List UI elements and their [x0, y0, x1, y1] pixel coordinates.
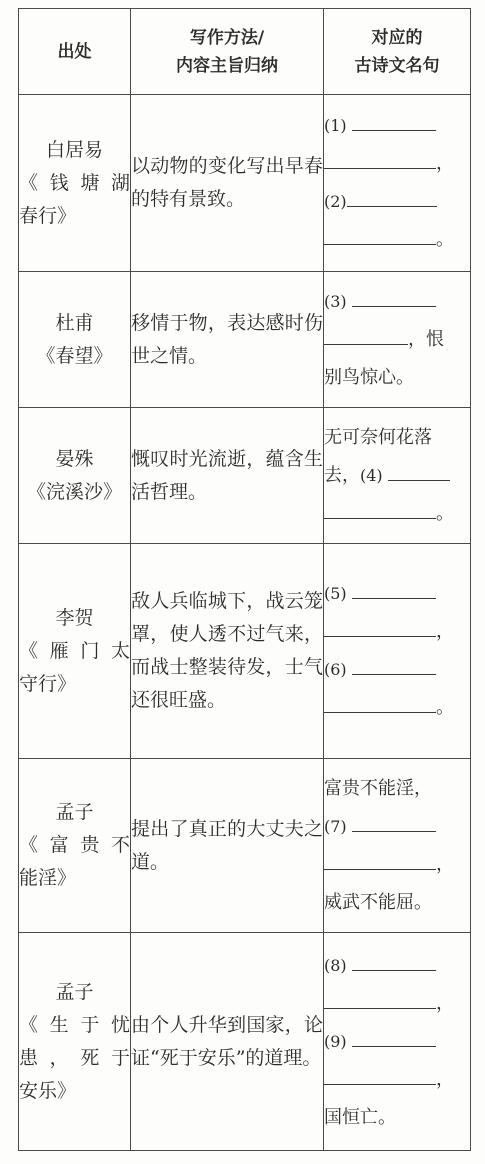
table-row — [19, 408, 471, 544]
answer-blank[interactable] — [352, 948, 436, 971]
answer-blank[interactable] — [324, 322, 408, 345]
answer-blank[interactable] — [324, 146, 436, 169]
answer-blank[interactable] — [352, 652, 436, 675]
quote-cell: 富贵不能淫， (7) ， 威武不能屈。 — [324, 759, 471, 933]
header-source: 出处 — [19, 9, 131, 95]
table-row — [19, 272, 471, 408]
answer-blank[interactable] — [324, 496, 436, 519]
description-cell: 由个人升华到国家，论证“死于安乐”的道理。 — [131, 933, 324, 1151]
answer-blank[interactable] — [388, 458, 450, 481]
quote-cell: (3) ，恨 别鸟惊心。 — [324, 272, 471, 408]
quote-cell: (8) ， (9) ， 国恒亡。 — [324, 933, 471, 1151]
answer-blank[interactable] — [352, 284, 436, 307]
description-cell: 提出了真正的大丈夫之道。 — [131, 759, 324, 933]
table-row — [19, 933, 471, 1151]
table-row — [19, 544, 471, 759]
source-cell: 晏殊 《浣溪沙》 — [19, 408, 131, 544]
description-cell: 敌人兵临城下，战云笼罩，使人透不过气来，而战士整装待发，士气还很旺盛。 — [131, 544, 324, 759]
answer-blank[interactable] — [324, 986, 436, 1009]
source-cell: 孟子 《富贵不 能淫》 — [19, 759, 131, 933]
quote-cell: (1) ， (2) 。 — [324, 95, 471, 272]
table-row — [19, 95, 471, 272]
description-cell: 慨叹时光流逝，蕴含生活哲理。 — [131, 408, 324, 544]
table-header-row — [19, 9, 471, 95]
answer-blank[interactable] — [324, 690, 436, 713]
answer-blank[interactable] — [324, 614, 436, 637]
answer-blank[interactable] — [324, 222, 436, 245]
source-cell: 白居易 《钱塘湖 春行》 — [19, 95, 131, 272]
quote-cell: 无可奈何花落 去，(4) 。 — [324, 408, 471, 544]
source-cell: 李贺 《雁门太 守行》 — [19, 544, 131, 759]
answer-blank[interactable] — [324, 1062, 436, 1085]
description-cell: 以动物的变化写出早春的特有景致。 — [131, 95, 324, 272]
header-method: 写作方法/ 内容主旨归纳 — [131, 9, 324, 95]
source-cell: 杜甫 《春望》 — [19, 272, 131, 408]
header-quote: 对应的 古诗文名句 — [324, 9, 471, 95]
poetry-table — [18, 8, 471, 1151]
answer-blank[interactable] — [347, 184, 437, 207]
answer-blank[interactable] — [352, 108, 436, 131]
answer-blank[interactable] — [352, 576, 436, 599]
answer-blank[interactable] — [324, 847, 436, 870]
description-cell: 移情于物，表达感时伤世之情。 — [131, 272, 324, 408]
answer-blank[interactable] — [352, 809, 436, 832]
quote-cell: (5) ， (6) 。 — [324, 544, 471, 759]
source-cell: 孟子 《生于忧 患，死于 安乐》 — [19, 933, 131, 1151]
table-row — [19, 759, 471, 933]
answer-blank[interactable] — [352, 1024, 436, 1047]
